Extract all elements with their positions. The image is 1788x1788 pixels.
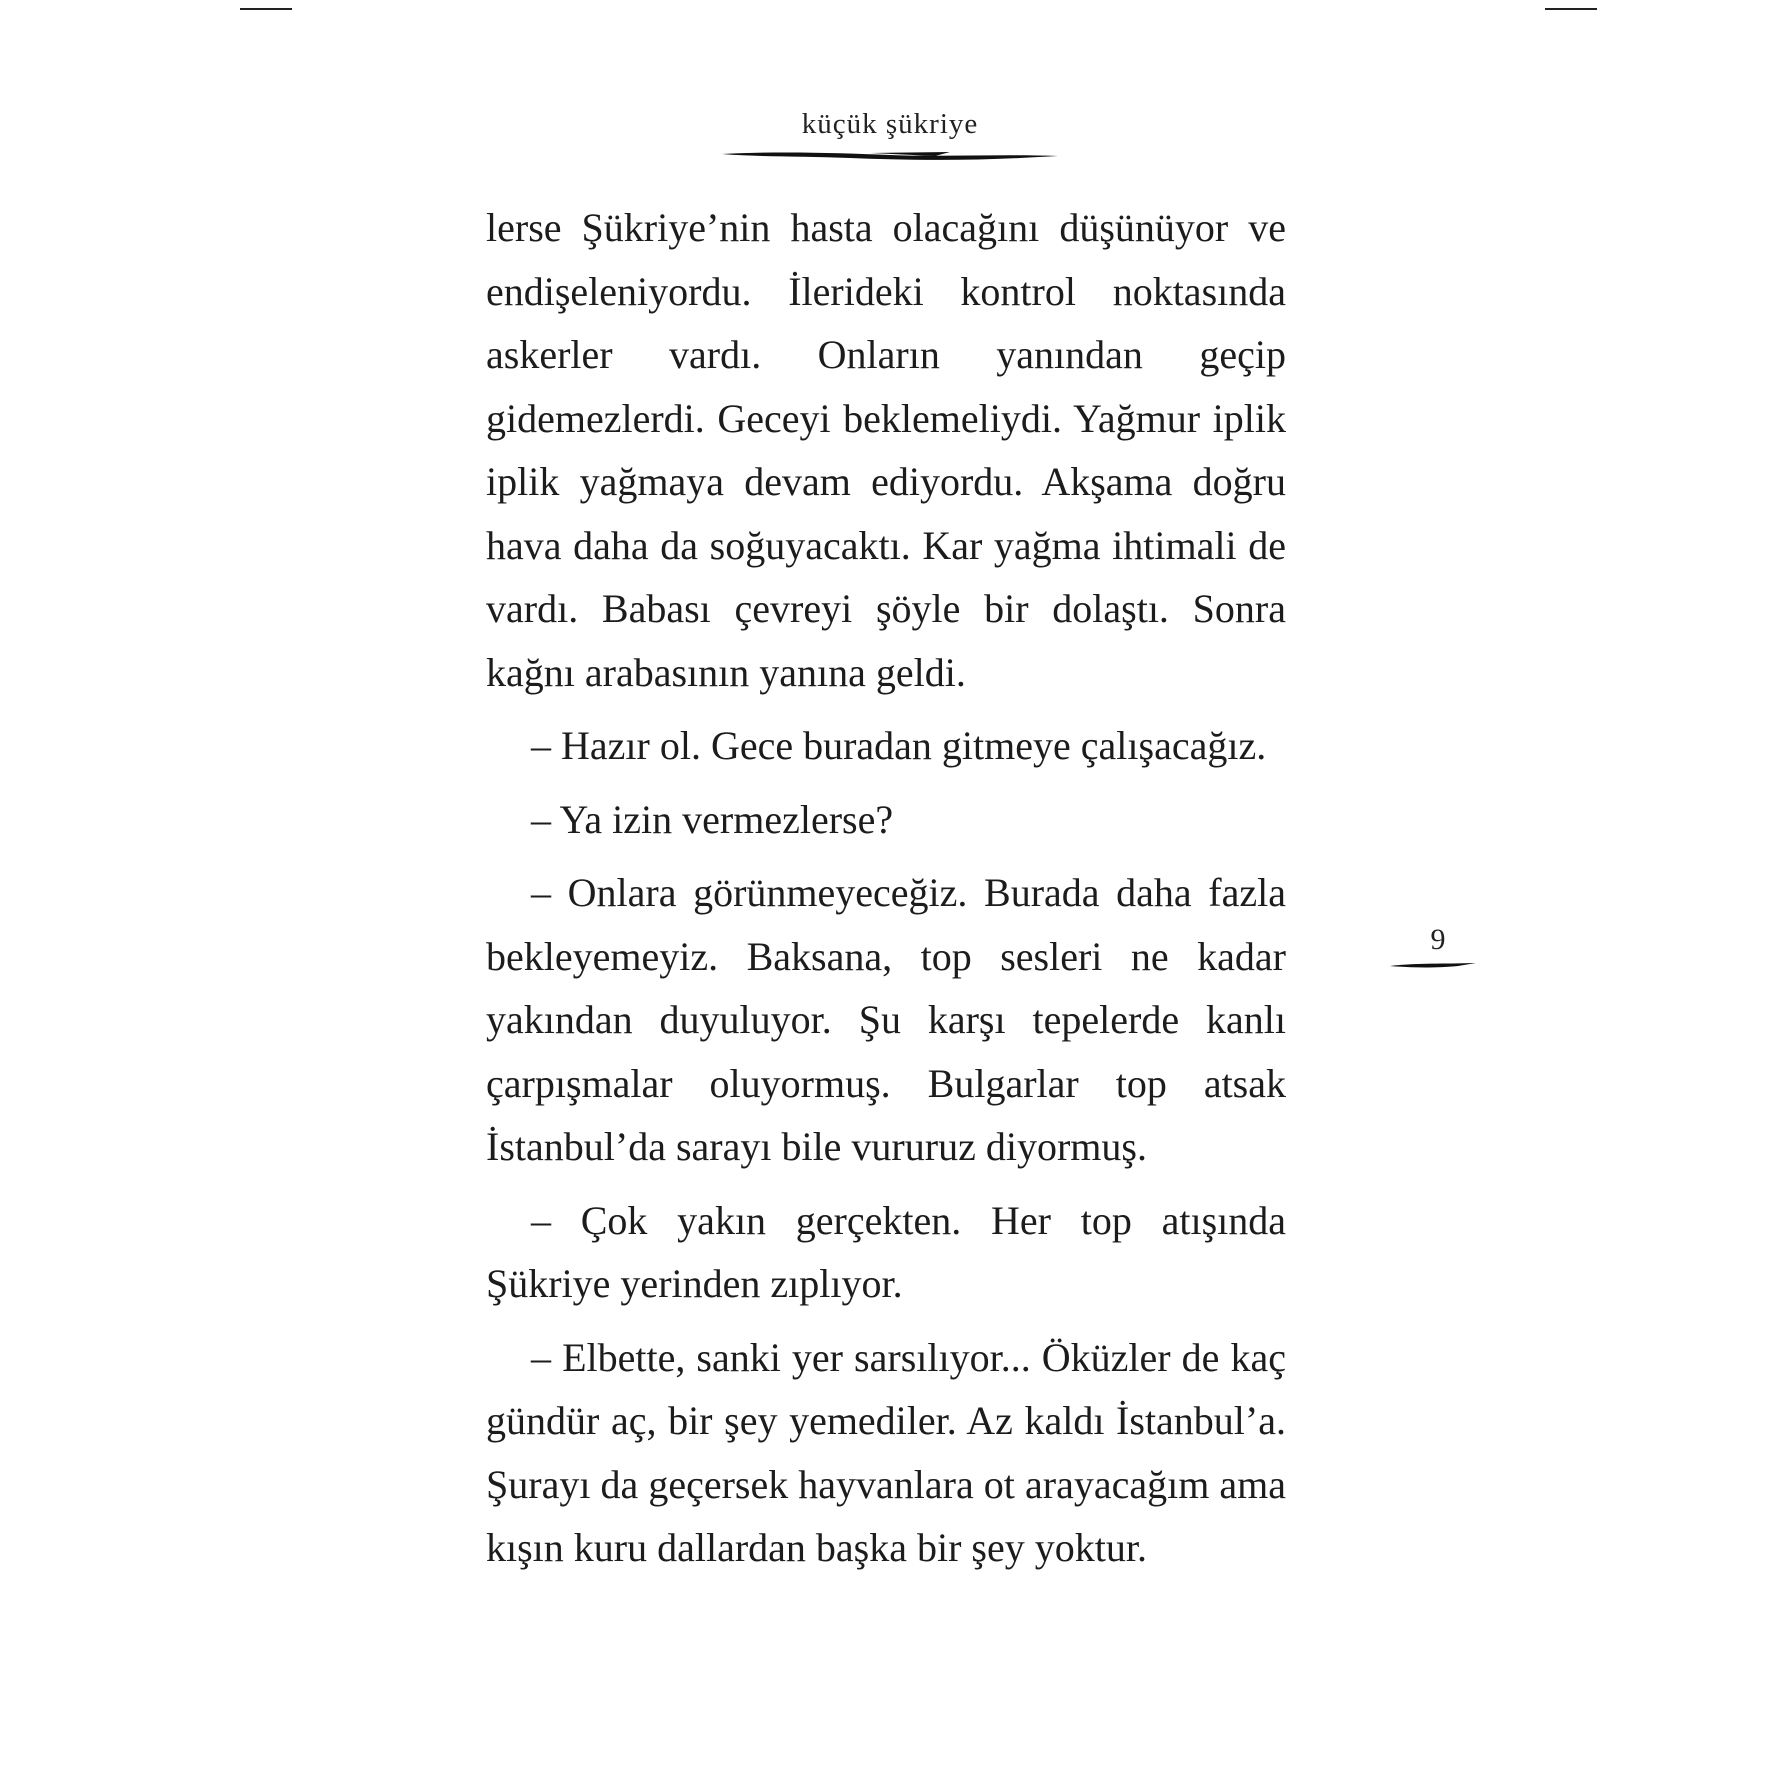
paragraph-5: – Çok yakın gerçekten. Her top atışında Şükriye yerinden zıplıyor.	[486, 1197, 1286, 1306]
crop-mark-left	[240, 8, 292, 10]
paragraph-1: lerse Şükriye’nin hasta olacağını düşünüyor ve endişeleniyordu. İlerideki kontrol noktasında askerler vardı. Onların yanından geçip gidemezlerdi. Geceyi beklemeliydi. Yağmur iplik iplik yağmaya devam ediyordu. Akşama doğru hava daha da soğuyacaktı. Kar yağma ihtimali de vardı. Babası çevreyi şöyle bir dolaştı. Sonra kağnı arabasının yanına geldi.	[486, 205, 1286, 695]
page-number: 9	[1430, 923, 1446, 956]
paragraph-3: – Ya izin vermezlerse?	[531, 796, 894, 842]
paragraph-2: – Hazır ol. Gece buradan gitmeye çalışacağız.	[531, 723, 1267, 768]
page-number-block	[1388, 925, 1478, 971]
crop-mark-right	[1545, 8, 1597, 10]
running-head-title: küçük şükriye	[801, 108, 979, 140]
page-number-brush-stroke	[1388, 957, 1478, 971]
running-head-brush-stroke	[720, 146, 1060, 164]
paragraph-6: – Elbette, sanki yer sarsılıyor... Öküzler de kaç gündür aç, bir şey yemediler. Az kaldı İstanbul’a. Şurayı da geçersek hayvanlara ot arayacağım ama kışın kuru dallardan başka bir şey yoktur.	[486, 1334, 1286, 1570]
body-text	[486, 196, 1286, 1590]
paragraph-4: – Onlara görünmeyeceğiz. Burada daha fazla bekleyemeyiz. Baksana, top sesleri ne kadar yakından duyuluyor. Şu karşı tepelerde kanlı çarpışmalar oluyormuş. Bulgarlar top atsak İstanbul’da sarayı bile vururuz diyormuş.	[486, 870, 1286, 1169]
